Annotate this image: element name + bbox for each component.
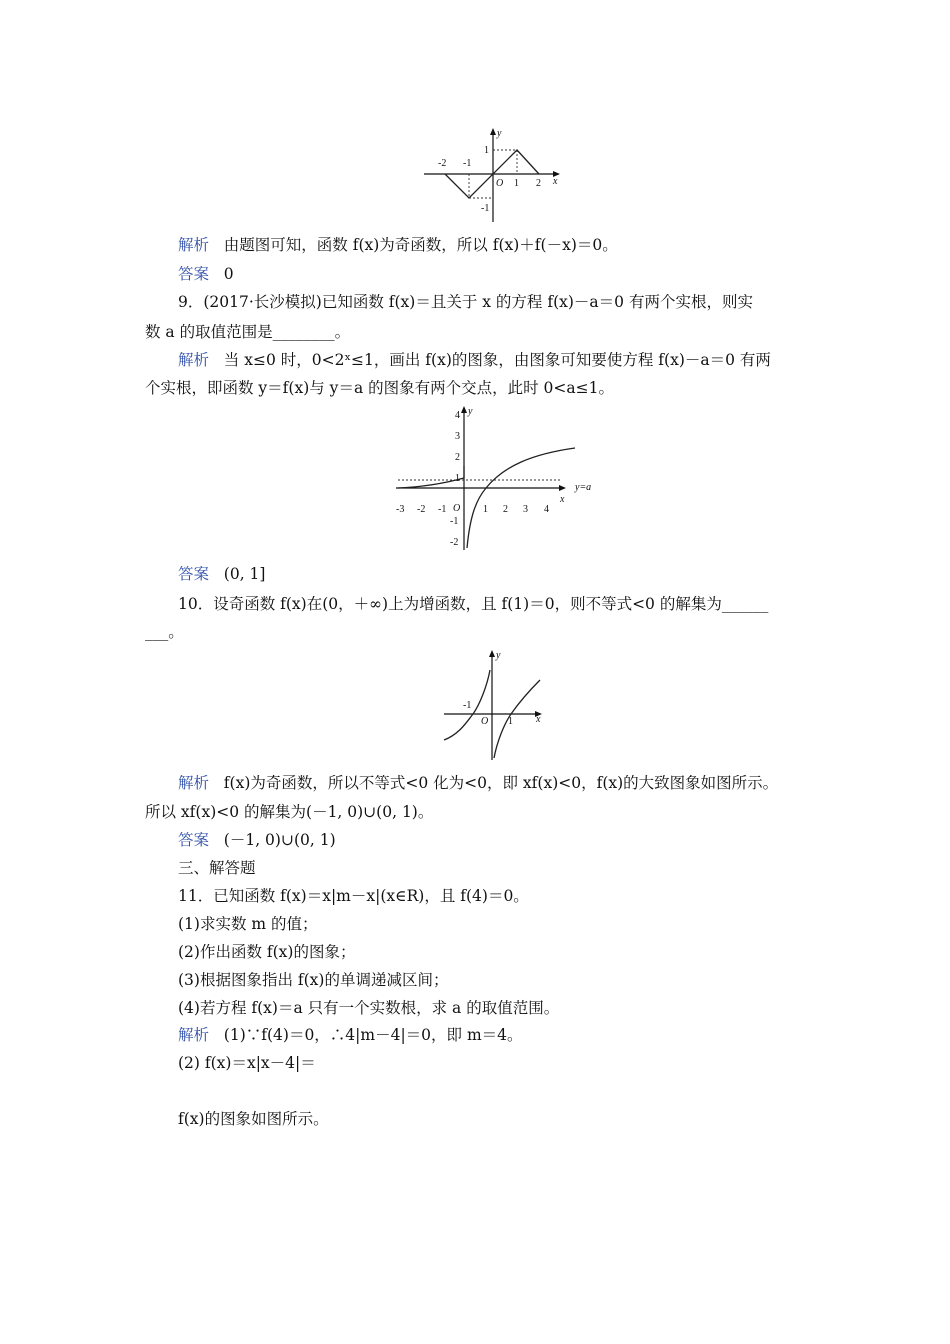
tick-label: -2 — [438, 158, 447, 169]
tick-label: 1 — [484, 145, 489, 156]
question-11-stem: 11．已知函数 f(x)＝x|m－x|(x∈R)，且 f(4)＝0。 — [178, 887, 529, 905]
solution-text: f(x)为奇函数，所以不等式<0 化为<0，即 xf(x)<0，f(x)的大致图象如图所示。 — [223, 774, 779, 792]
tick-label: -1 — [450, 516, 459, 527]
question-10-line1: 10．设奇函数 f(x)在(0，＋∞)上为增函数，且 f(1)＝0，则不等式<0 的解集为______ — [178, 595, 769, 613]
question-11-part1: (1)求实数 m 的值； — [178, 915, 318, 933]
tick-label: 2 — [536, 178, 541, 189]
figure-odd-increasing-function — [440, 648, 550, 762]
solution-9-line2: 个实根，即函数 y＝f(x)与 y＝a 的图象有两个交点，此时 0<a≤1。 — [145, 379, 614, 397]
solution-label: 解析 — [178, 1026, 210, 1044]
tick-label: 1 — [483, 504, 488, 515]
answer-10 — [178, 830, 336, 850]
answer-9 — [178, 564, 265, 584]
origin-label: O — [481, 716, 489, 727]
log-branch — [467, 448, 575, 548]
tick-label: 2 — [503, 504, 508, 515]
solution-10-line1 — [178, 773, 778, 793]
solution-label: 解析 — [178, 351, 210, 369]
solution-11-step3: f(x)的图象如图所示。 — [178, 1110, 329, 1128]
tick-label: 1 — [455, 473, 460, 484]
solution-label: 解析 — [178, 774, 210, 792]
section-heading: 三、解答题 — [178, 859, 256, 877]
x-axis-label: x — [536, 714, 541, 725]
solution-9-line1 — [178, 350, 771, 370]
tick-label: -1 — [438, 504, 447, 515]
solution-10-line2: 所以 xf(x)<0 的解集为(－1, 0)∪(0, 1)。 — [145, 803, 434, 821]
x-axis-label: x — [560, 494, 565, 505]
tick-label: 3 — [523, 504, 528, 515]
origin-label: O — [496, 178, 504, 189]
answer-text: (0, 1] — [223, 565, 266, 583]
solution-11-step1 — [178, 1025, 523, 1045]
line-label: y=a — [575, 482, 592, 493]
tick-label: -2 — [450, 537, 459, 548]
origin-label: O — [453, 503, 461, 514]
figure-exp-log-graph — [392, 404, 602, 552]
solution-text: 当 x≤0 时，0<2ˣ≤1，画出 f(x)的图象，由图象可知要使方程 f(x)－a＝0 有两 — [223, 351, 771, 369]
question-9-line2: 数 a 的取值范围是________。 — [145, 323, 351, 341]
question-9-line1: 9．(2017·长沙模拟)已知函数 f(x)＝且关于 x 的方程 f(x)－a＝0 有两个实根，则实 — [178, 293, 753, 311]
answer-8 — [178, 264, 234, 284]
tick-label: 4 — [544, 504, 549, 515]
answer-text: (－1, 0)∪(0, 1) — [223, 831, 336, 849]
answer-label: 答案 — [178, 565, 210, 583]
answer-label: 答案 — [178, 831, 210, 849]
solution-label: 解析 — [178, 236, 210, 254]
solution-text: 由题图可知，函数 f(x)为奇函数，所以 f(x)＋f(－x)＝0。 — [223, 236, 618, 254]
tick-label: -3 — [396, 504, 405, 515]
x-axis-label: x — [553, 176, 558, 187]
tick-label: 1 — [514, 178, 519, 189]
tick-label: 4 — [455, 410, 460, 421]
tick-label: -1 — [463, 700, 472, 711]
y-axis-label: y — [496, 650, 501, 661]
tick-label: 1 — [508, 716, 513, 727]
tick-label: 2 — [455, 452, 460, 463]
question-11-part4: (4)若方程 f(x)＝a 只有一个实数根，求 a 的取值范围。 — [178, 999, 560, 1017]
tick-label: -1 — [463, 158, 472, 169]
y-axis-label: y — [468, 406, 473, 417]
question-11-part3: (3)根据图象指出 f(x)的单调递减区间； — [178, 971, 449, 989]
solution-text: (1)∵f(4)＝0，∴4|m－4|＝0，即 m＝4。 — [223, 1026, 523, 1044]
answer-label: 答案 — [178, 265, 210, 283]
tick-label: 3 — [455, 431, 460, 442]
solution-8 — [178, 235, 618, 255]
answer-text: 0 — [223, 265, 234, 283]
right-branch — [494, 680, 540, 758]
y-axis-label: y — [497, 128, 502, 139]
solution-11-step2: (2) f(x)＝x|x－4|＝ — [178, 1054, 316, 1072]
tick-label: -2 — [417, 504, 426, 515]
question-10-line2: ___。 — [145, 623, 184, 641]
tick-label: -1 — [481, 203, 490, 214]
question-11-part2: (2)作出函数 f(x)的图象； — [178, 943, 356, 961]
figure-piecewise-odd-function — [420, 126, 565, 224]
